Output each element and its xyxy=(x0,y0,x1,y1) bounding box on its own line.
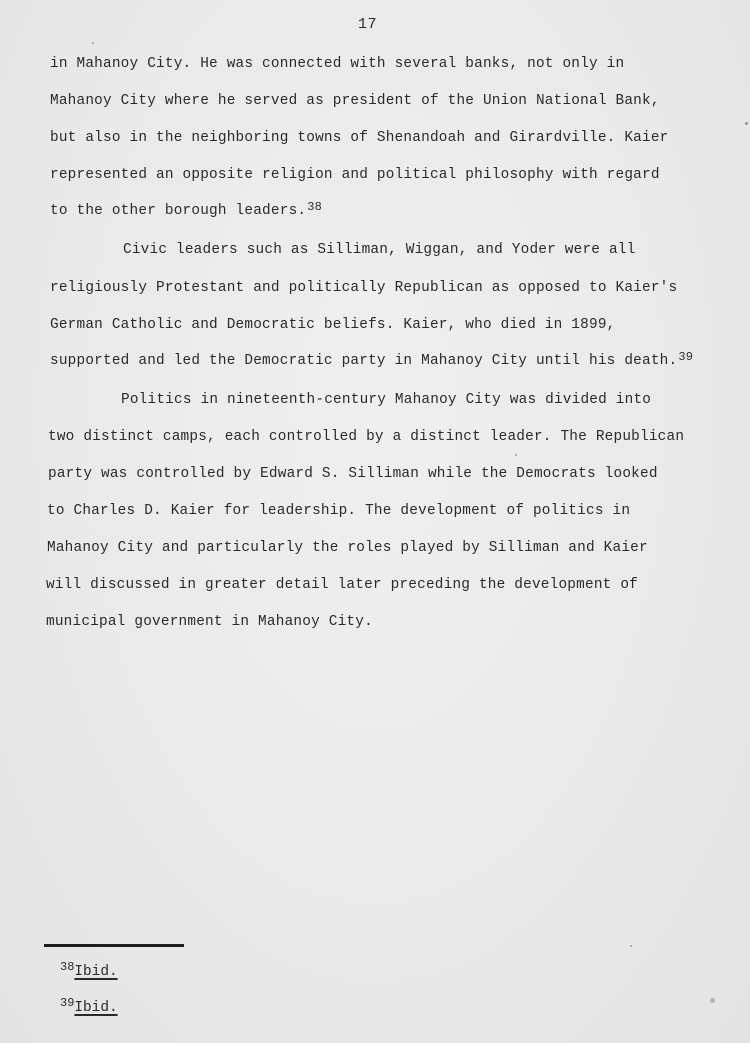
body-line: religiously Protestant and politically Republican as opposed to Kaier's xyxy=(50,280,678,296)
scan-speck xyxy=(515,454,517,456)
body-line: supported and led the Democratic party in Mahanoy City until his death.$^{39}$ xyxy=(50,350,694,369)
body-line: to Charles D. Kaier for leadership. The development of politics in xyxy=(47,503,631,519)
footnote-number: 38 xyxy=(60,960,75,974)
body-line: municipal government in Mahanoy City. xyxy=(46,614,373,630)
body-line: two distinct camps, each controlled by a distinct leader. The Republican xyxy=(48,429,685,445)
footnote-number: 39 xyxy=(60,996,75,1010)
body-line: will discussed in greater detail later preceding the development of xyxy=(46,577,638,593)
footnote-ref: 38 xyxy=(307,200,323,214)
scan-speck xyxy=(710,998,715,1003)
body-line: to the other borough leaders.$^{38}$ xyxy=(50,200,323,219)
scan-speck xyxy=(745,122,748,125)
body-line: but also in the neighboring towns of Shenandoah and Girardville. Kaier xyxy=(50,130,669,146)
paragraph-first-line: Civic leaders such as Silliman, Wiggan, and Yoder were all xyxy=(123,242,636,258)
body-line: in Mahanoy City. He was connected with several banks, not only in xyxy=(50,56,625,72)
footnote-text: Ibid. xyxy=(74,964,118,980)
scan-speck xyxy=(92,42,94,44)
paragraph-first-line: Politics in nineteenth-century Mahanoy City was divided into xyxy=(121,392,652,408)
page-number: 17 xyxy=(358,16,378,33)
body-line: Mahanoy City and particularly the roles played by Silliman and Kaier xyxy=(47,540,648,556)
body-line: party was controlled by Edward S. Silliman while the Democrats looked xyxy=(48,466,658,482)
body-line: represented an opposite religion and political philosophy with regard xyxy=(50,167,660,183)
body-line: German Catholic and Democratic beliefs. Kaier, who died in 1899, xyxy=(50,317,616,333)
footnote-divider xyxy=(44,944,184,947)
footnote-text: Ibid. xyxy=(74,1000,118,1016)
footnote-ref: 39 xyxy=(678,350,694,364)
footnote xyxy=(60,960,118,980)
footnote xyxy=(60,996,118,1016)
body-line: Mahanoy City where he served as president of the Union National Bank, xyxy=(50,93,660,109)
scan-speck xyxy=(630,945,632,947)
